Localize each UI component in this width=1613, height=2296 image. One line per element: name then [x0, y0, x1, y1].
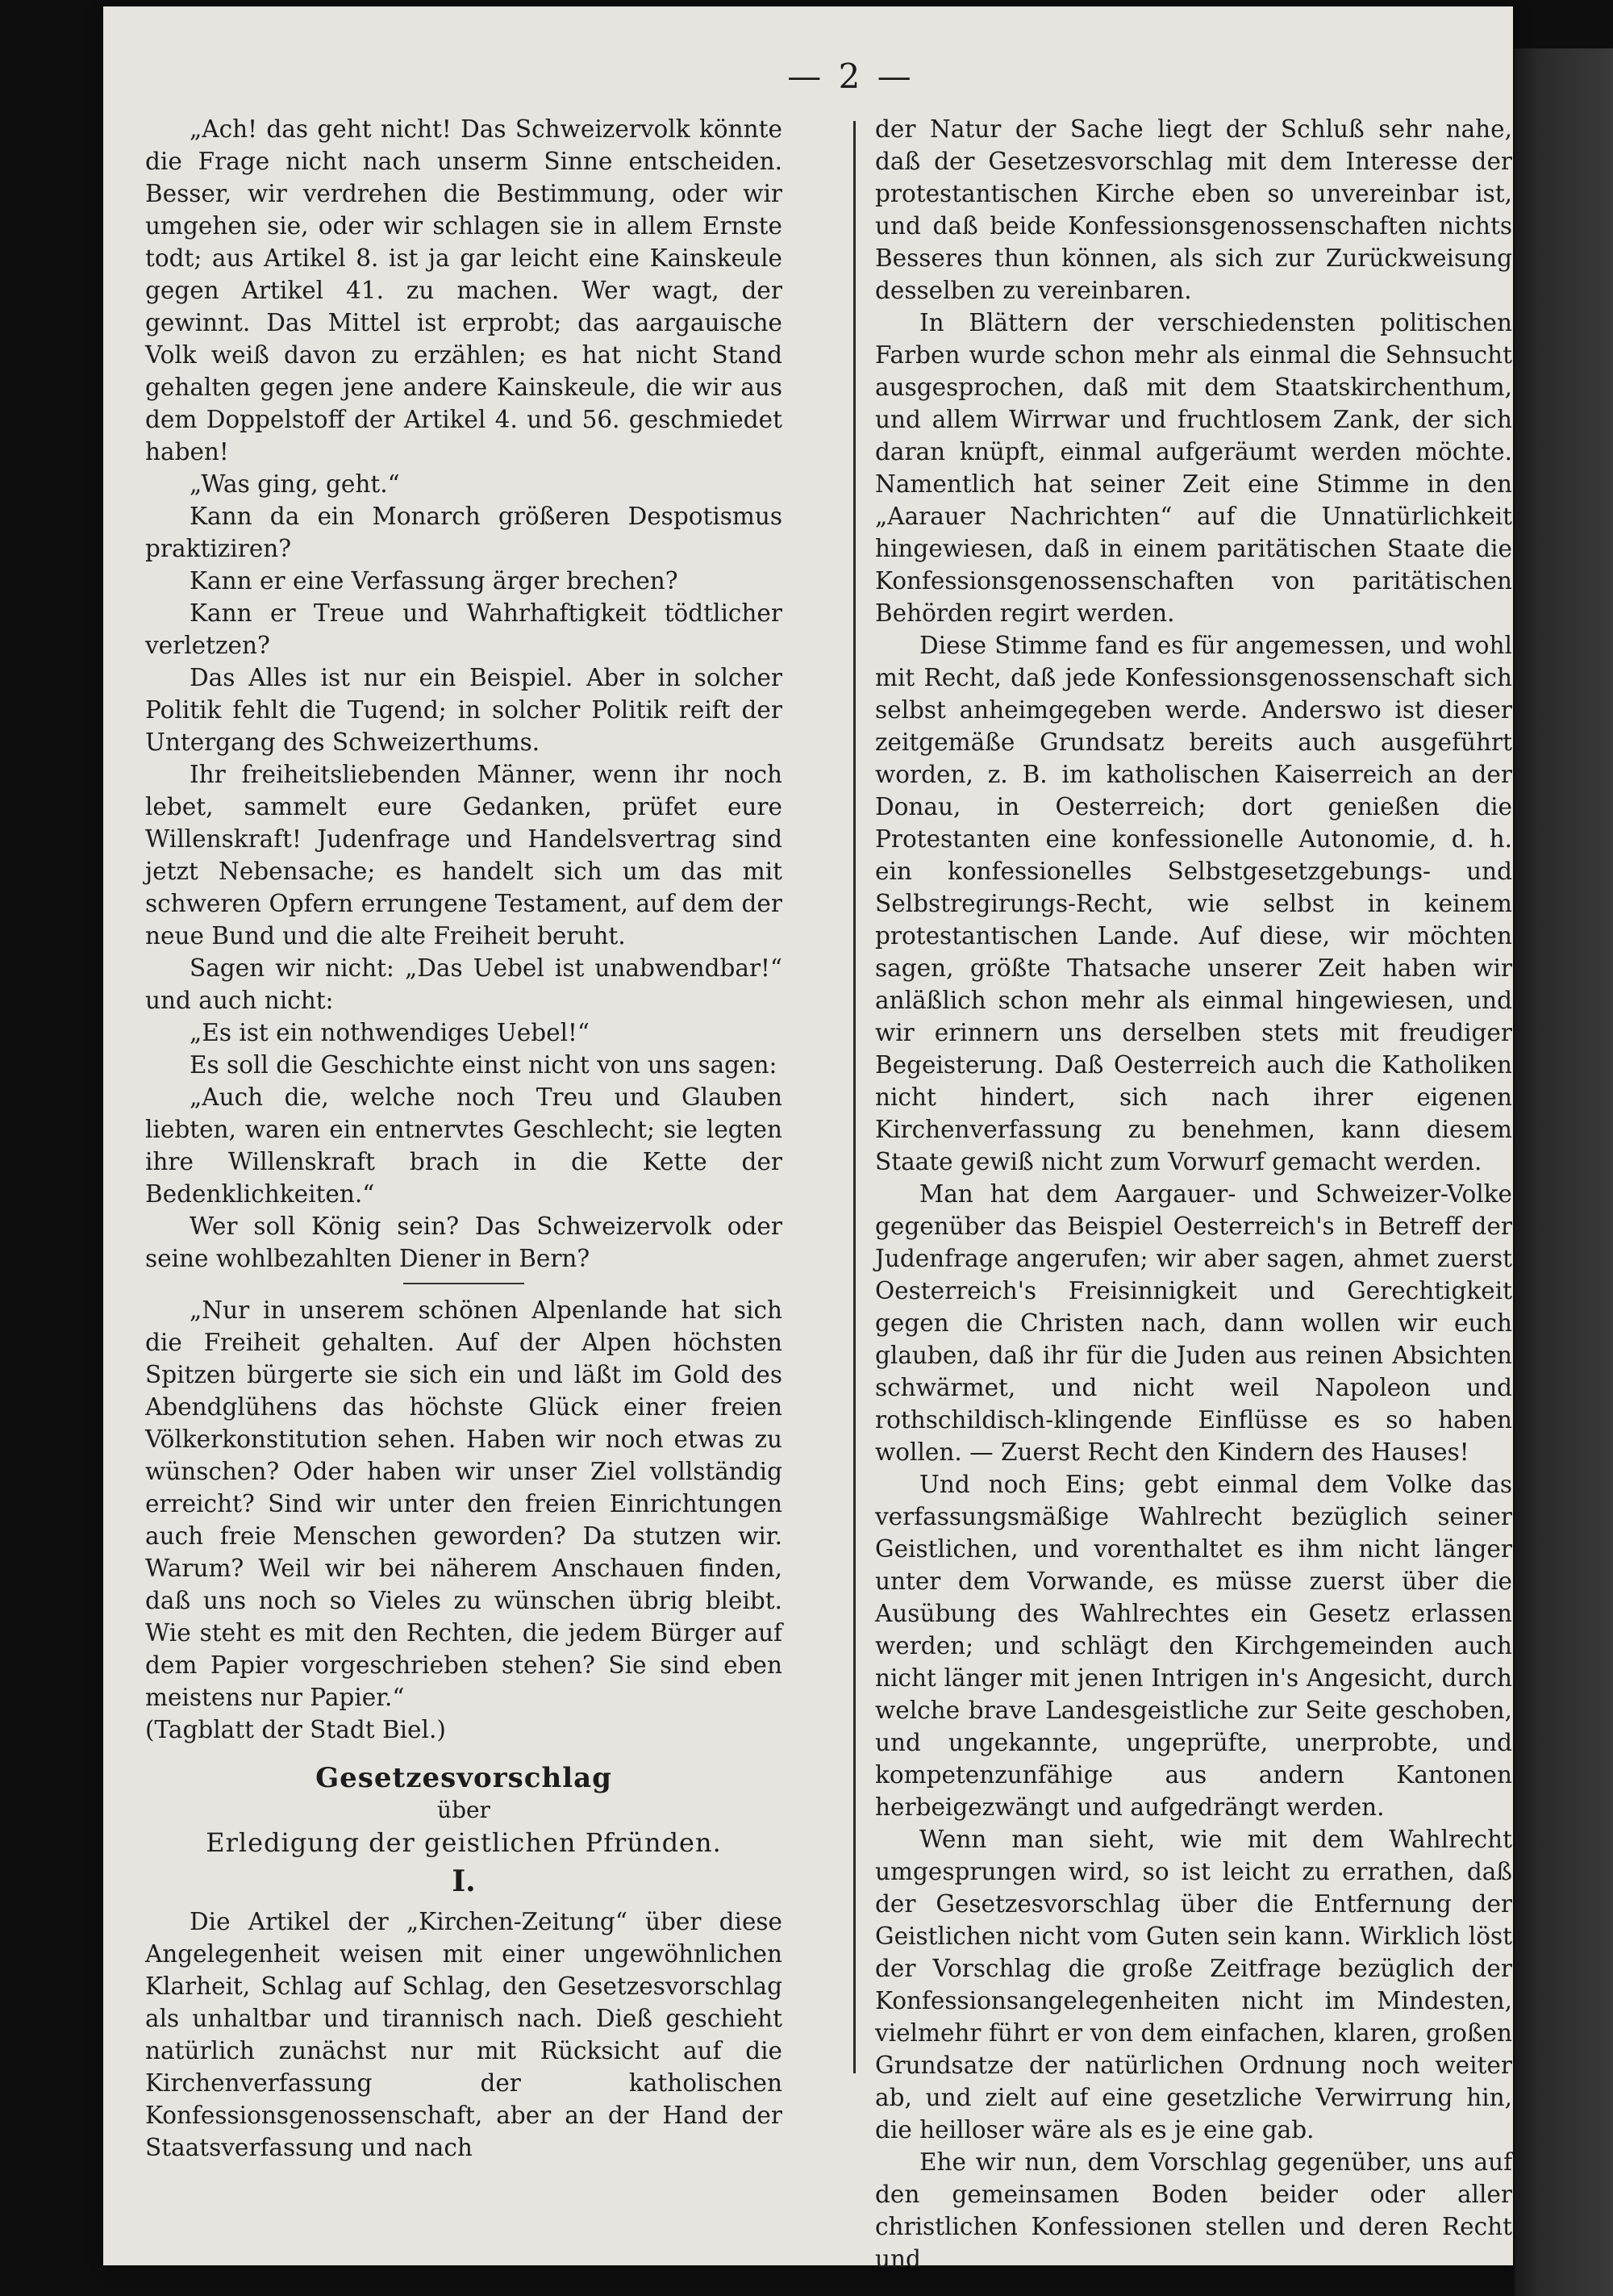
- paragraph: Das Alles ist nur ein Beispiel. Aber in solcher Politik fehlt die Tugend; in solcher Politik reift der Untergang des Schweizerthums.: [145, 664, 782, 756]
- quote-paragraph: „Nur in unserem schönen Alpenlande hat sich die Freiheit gehalten. Auf der Alpen höchsten Spitzen bürgerte sie sich ein und läßt im Gold des Abendglühens das höchste Glück einer freien Völkerkonstitution sehen. Haben wir noch etwas zu wünschen? Oder haben wir unser Ziel vollständig erreicht? Sind wir unter den freien Einrichtungen auch freie Menschen geworden? Da stutzen wir. Warum? Weil wir bei näherem Anschauen finden, daß uns noch so Vieles zu wünschen übrig bleibt. Wie steht es mit den Rechten, die jedem Bürger auf dem Papier vorgeschrieben stehen? Sie sind eben meistens nur Papier.“: [145, 1296, 782, 1711]
- paragraph: Wer soll König sein? Das Schweizervolk oder seine wohlbezahlten Diener in Bern?: [145, 1213, 782, 1272]
- paragraph: Ihr freiheitsliebenden Männer, wenn ihr noch lebet, sammelt eure Gedanken, prüfet eure Willenskraft! Judenfrage und Handelsvertrag sind jetzt Nebensache; es handelt sich um das mit schweren Opfern errungene Testament, auf dem der neue Bund und die alte Freiheit beruht.: [145, 761, 782, 950]
- paragraph: Und noch Eins; gebt einmal dem Volke das verfassungsmäßige Wahlrecht bezüglich seiner Geistlichen, und vorenthaltet es ihm nicht länger unter dem Vorwande, es müsse zuerst über die Ausübung des Wahlrechtes ein Gesetz erlassen werden; und schlägt den Kirchgemeinden auch nicht länger mit jenen Intrigen in's Angesicht, durch welche brave Landesgeistliche zur Seite geschoben, und ungekannte, ungeprüfte, unerprobte, und kompetenzunfähige aus andern Kantonen herbeigezwängt und aufgedrängt werden.: [875, 1471, 1512, 1821]
- paragraph: Die Artikel der „Kirchen-Zeitung“ über diese Angelegenheit weisen mit einer ungewöhnlichen Klarheit, Schlag auf Schlag, den Gesetzesvorschlag als unhaltbar und tirannisch nach. Dieß geschieht natürlich zunächst nur mit Rücksicht auf die Kirchenverfassung der katholischen Konfessionsgenossenschaft, aber an der Hand der Staatsverfassung und nach: [145, 1908, 782, 2161]
- page-number: — 2 —: [787, 56, 915, 96]
- paragraph: „Was ging, geht.“: [190, 470, 400, 498]
- section-heading: Gesetzesvorschlag: [315, 1762, 612, 1794]
- column-divider: [853, 121, 856, 2073]
- paragraph: Es soll die Geschichte einst nicht von uns sagen:: [190, 1051, 777, 1079]
- section-divider: [403, 1283, 524, 1284]
- paragraph: „Ach! das geht nicht! Das Schweizervolk könnte die Frage nicht nach unserm Sinne entscheiden. Besser, wir verdrehen die Bestimmung, oder wir umgehen sie, oder wir schlagen sie in allem Ernste todt; aus Artikel 8. ist ja gar leicht eine Kainskeule gegen Artikel 41. zu machen. Wer wagt, der gewinnt. Das Mittel ist erprobt; das aargauische Volk weiß davon zu erzählen; es hat nicht Stand gehalten gegen jene andere Kainskeule, die wir aus dem Doppelstoff der Artikel 4. und 56. geschmiedet haben!: [145, 115, 782, 465]
- right-column: [875, 113, 1512, 2273]
- paragraph: Kann er Treue und Wahrhaftigkeit tödtlicher verletzen?: [145, 599, 782, 659]
- section-number: I.: [452, 1864, 476, 1898]
- paragraph: „Es ist ein nothwendiges Uebel!“: [190, 1019, 590, 1046]
- paragraph: Kann da ein Monarch größeren Despotismus praktiziren?: [145, 503, 782, 562]
- paragraph: Diese Stimme fand es für angemessen, und wohl mit Recht, daß jede Konfessionsgenossenschaft sich selbst anheimgegeben werde. Anderswo ist dieser zeitgemäße Grundsatz bereits auch ausgeführt worden, z. B. im katholischen Kaiserreich an der Donau, in Oesterreich; dort genießen die Protestanten eine konfessionelle Autonomie, d. h. ein konfessionelles Selbstgesetzgebungs- und Selbstregirungs-Recht, wie selbst in keinem protestantischen Lande. Auf diese, wir möchten sagen, größte Thatsache unserer Zeit haben wir anläßlich schon mehr als einmal hingewiesen, und wir erinnern uns derselben stets mit freudiger Begeisterung. Daß Oesterreich auch die Katholiken nicht hindert, sich nach ihrer eigenen Kirchenverfassung zu benehmen, kann diesem Staate gewiß nicht zum Vorwurf gemacht werden.: [875, 632, 1512, 1175]
- section-subheading: Erledigung der geistlichen Pfründen.: [206, 1827, 722, 1858]
- section-subheading: über: [437, 1797, 490, 1823]
- paragraph: In Blättern der verschiedensten politischen Farben wurde schon mehr als einmal die Sehnsucht ausgesprochen, daß mit dem Staatskirchenthum, und allem Wirrwar und fruchtlosem Zank, der sich daran knüpft, einmal aufgeräumt werden möchte. Namentlich hat seiner Zeit eine Stimme in den „Aarauer Nachrichten“ auf die Unnatürlichkeit hingewiesen, daß in einem paritätischen Staate die Konfessionsgenossenschaften von paritätischen Behörden regirt werden.: [875, 309, 1512, 627]
- paragraph: Man hat dem Aargauer- und Schweizer-Volke gegenüber das Beispiel Oesterreich's in Betreff der Judenfrage angerufen; wir aber sagen, ahmet zuerst Oesterreich's Freisinnigkeit und Gerechtigkeit gegen die Christen nach, dann wollen wir euch glauben, daß ihr für die Juden aus reinen Absichten schwärmet, und nicht weil Napoleon und rothschildisch-klingende Einflüsse es so haben wollen. — Zuerst Recht den Kindern des Hauses!: [875, 1180, 1512, 1466]
- scan-background-strip: [1515, 48, 1613, 2296]
- paragraph: Ehe wir nun, dem Vorschlag gegenüber, uns auf den gemeinsamen Boden beider oder aller christlichen Konfessionen stellen und deren Recht und: [875, 2148, 1512, 2273]
- paragraph: „Auch die, welche noch Treu und Glauben liebten, waren ein entnervtes Geschlecht; sie legten ihre Willenskraft brach in die Kette der Bedenklichkeiten.“: [145, 1083, 782, 1208]
- paragraph: Sagen wir nicht: „Das Uebel ist unabwendbar!“ und auch nicht:: [145, 954, 782, 1014]
- paragraph: der Natur der Sache liegt der Schluß sehr nahe, daß der Gesetzesvorschlag mit dem Interesse der protestantischen Kirche eben so unvereinbar ist, und daß beide Konfessionsgenossenschaften nichts Besseres thun können, als sich zur Zurückweisung desselben zu vereinbaren.: [875, 115, 1512, 304]
- left-column: [145, 113, 782, 2161]
- paragraph: Kann er eine Verfassung ärger brechen?: [190, 567, 678, 595]
- quote-attribution: (Tagblatt der Stadt Biel.): [145, 1716, 446, 1743]
- paragraph: Wenn man sieht, wie mit dem Wahlrecht umgesprungen wird, so ist leicht zu errathen, daß der Gesetzesvorschlag über die Entfernung der Geistlichen nicht vom Guten sein kann. Wirklich löst der Vorschlag die große Zeitfrage bezüglich der Konfessionsangelegenheiten nicht im Mindesten, vielmehr führt er von dem einfachen, klaren, großen Grundsatze der natürlichen Ordnung noch weiter ab, und zielt auf eine gesetzliche Verwirrung hin, die heilloser wäre als es je eine gab.: [875, 1826, 1512, 2144]
